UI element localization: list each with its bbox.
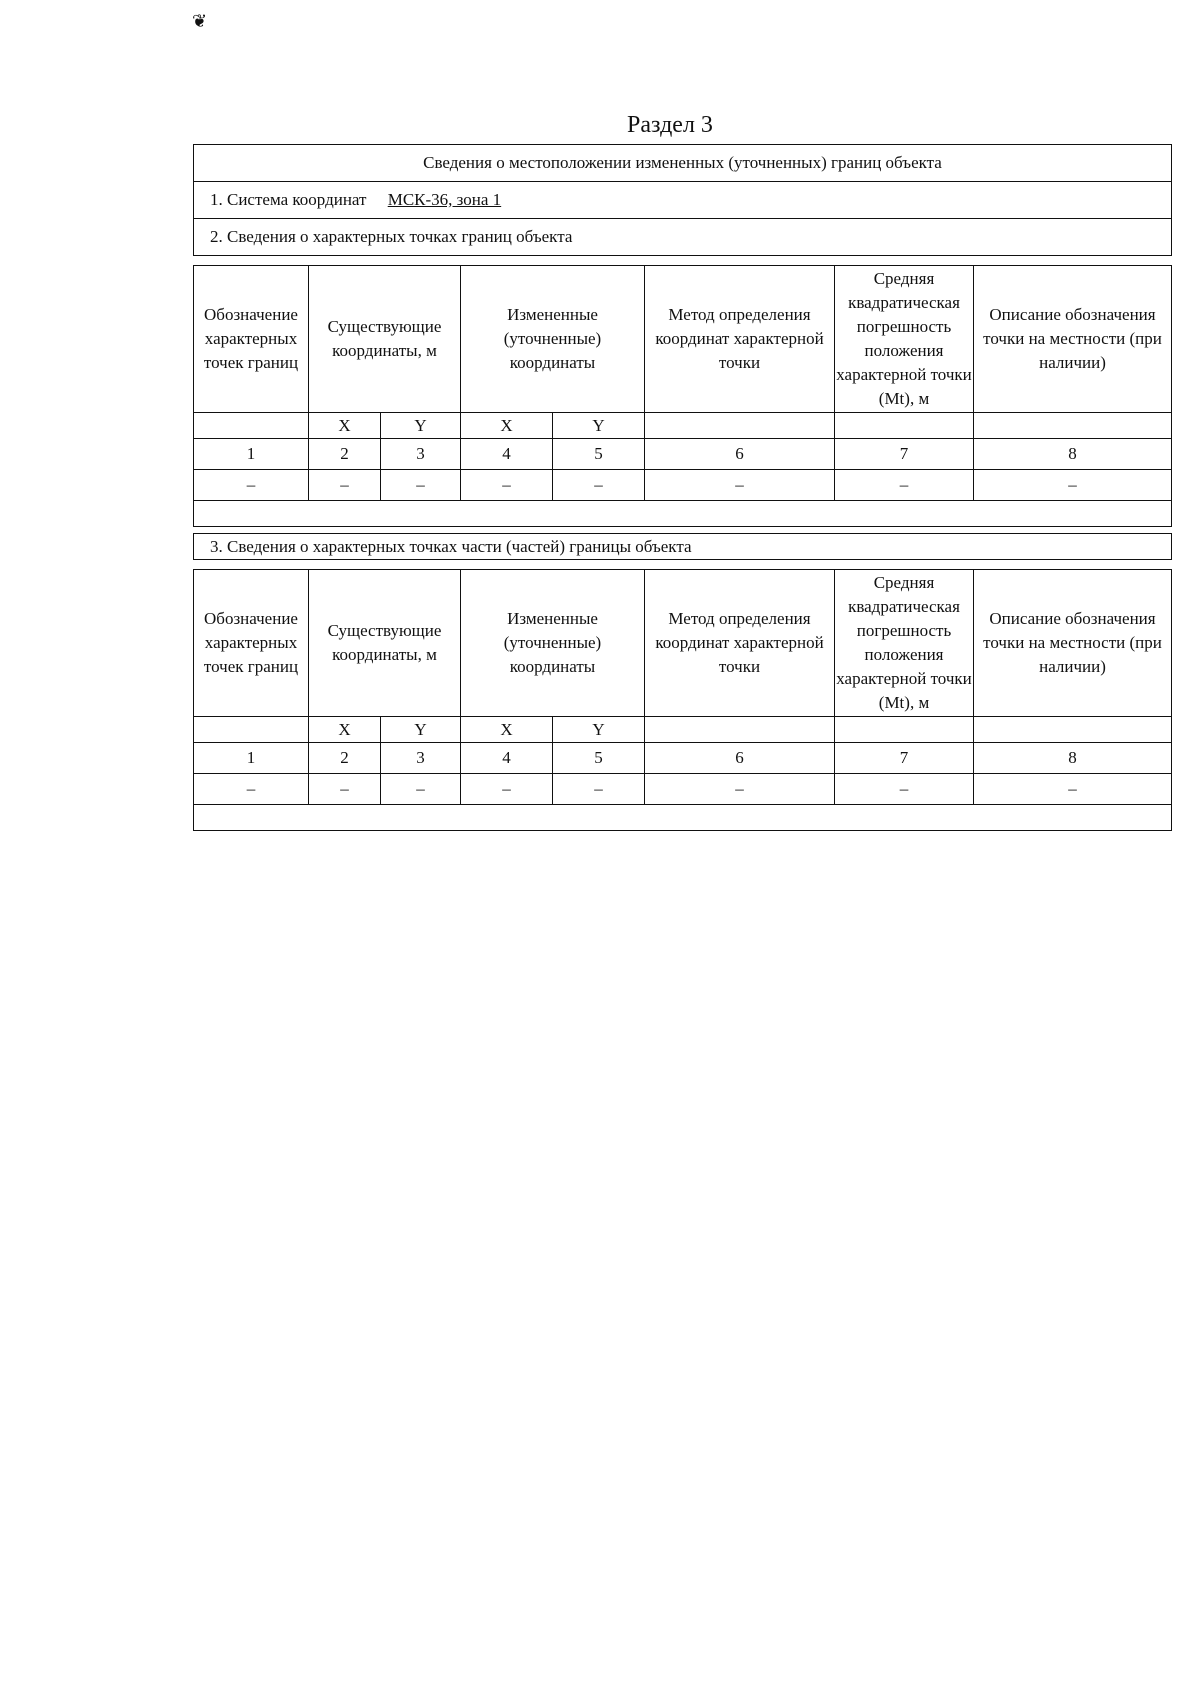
dash-cell: – (835, 774, 974, 805)
col-number: 2 (309, 439, 381, 470)
part-section-heading: 3. Сведения о характерных точках части (частей) границы объекта (194, 534, 1172, 560)
col-number: 6 (645, 743, 835, 774)
col-header-point: Обозначение характерных точек границ (194, 266, 309, 413)
xy-empty (974, 717, 1172, 743)
xy-empty (835, 717, 974, 743)
dash-cell: – (461, 774, 553, 805)
xy-empty (194, 413, 309, 439)
col-header-changed: Измененные (уточненные) координаты (461, 570, 645, 717)
col-number: 1 (194, 743, 309, 774)
points-heading: 2. Сведения о характерных точках границ объекта (194, 219, 1172, 256)
y-label: Y (553, 717, 645, 743)
xy-empty (974, 413, 1172, 439)
coord-system-value: МСК-36, зона 1 (387, 190, 502, 209)
corner-mark-icon: ❦ (192, 11, 208, 31)
y-label: Y (381, 413, 461, 439)
xy-empty (194, 717, 309, 743)
y-label: Y (553, 413, 645, 439)
empty-row (194, 805, 1172, 831)
x-label: X (309, 413, 381, 439)
col-header-point: Обозначение характерных точек границ (194, 570, 309, 717)
col-number: 2 (309, 743, 381, 774)
col-number: 5 (553, 439, 645, 470)
part-points-table (193, 569, 1172, 831)
boundary-points-table (193, 265, 1172, 527)
empty-row (194, 501, 1172, 527)
part-section-box (193, 533, 1172, 560)
dash-cell: – (974, 470, 1172, 501)
info-box (193, 144, 1172, 256)
dash-cell: – (553, 774, 645, 805)
x-label: X (309, 717, 381, 743)
dash-cell: – (461, 470, 553, 501)
col-number: 1 (194, 439, 309, 470)
col-number: 7 (835, 743, 974, 774)
col-header-method: Метод определения координат характерной точки (645, 266, 835, 413)
dash-cell: – (645, 774, 835, 805)
col-number: 5 (553, 743, 645, 774)
dash-cell: – (309, 774, 381, 805)
x-label: X (461, 413, 553, 439)
col-number: 7 (835, 439, 974, 470)
col-header-error: Средняя квадратическая погрешность положения характерной точки (Mt), м (835, 266, 974, 413)
col-header-description: Описание обозначения точки на местности (при наличии) (974, 266, 1172, 413)
dash-cell: – (381, 774, 461, 805)
col-header-method: Метод определения координат характерной точки (645, 570, 835, 717)
dash-cell: – (974, 774, 1172, 805)
dash-cell: – (553, 470, 645, 501)
coord-system-row (194, 182, 1172, 219)
dash-cell: – (835, 470, 974, 501)
info-heading: Сведения о местоположении измененных (уточненных) границ объекта (194, 145, 1172, 182)
page-title: Раздел 3 (627, 112, 713, 138)
col-number: 8 (974, 743, 1172, 774)
col-number: 3 (381, 743, 461, 774)
col-header-description: Описание обозначения точки на местности (при наличии) (974, 570, 1172, 717)
col-number: 3 (381, 439, 461, 470)
xy-empty (835, 413, 974, 439)
dash-cell: – (645, 470, 835, 501)
col-number: 4 (461, 439, 553, 470)
coord-system-label: 1. Система координат (210, 190, 367, 209)
dash-cell: – (194, 774, 309, 805)
y-label: Y (381, 717, 461, 743)
col-number: 8 (974, 439, 1172, 470)
col-number: 6 (645, 439, 835, 470)
dash-cell: – (309, 470, 381, 501)
dash-cell: – (194, 470, 309, 501)
dash-cell: – (381, 470, 461, 501)
xy-empty (645, 413, 835, 439)
col-header-changed: Измененные (уточненные) координаты (461, 266, 645, 413)
col-number: 4 (461, 743, 553, 774)
xy-empty (645, 717, 835, 743)
x-label: X (461, 717, 553, 743)
col-header-existing: Существующие координаты, м (309, 266, 461, 413)
col-header-error: Средняя квадратическая погрешность положения характерной точки (Mt), м (835, 570, 974, 717)
col-header-existing: Существующие координаты, м (309, 570, 461, 717)
